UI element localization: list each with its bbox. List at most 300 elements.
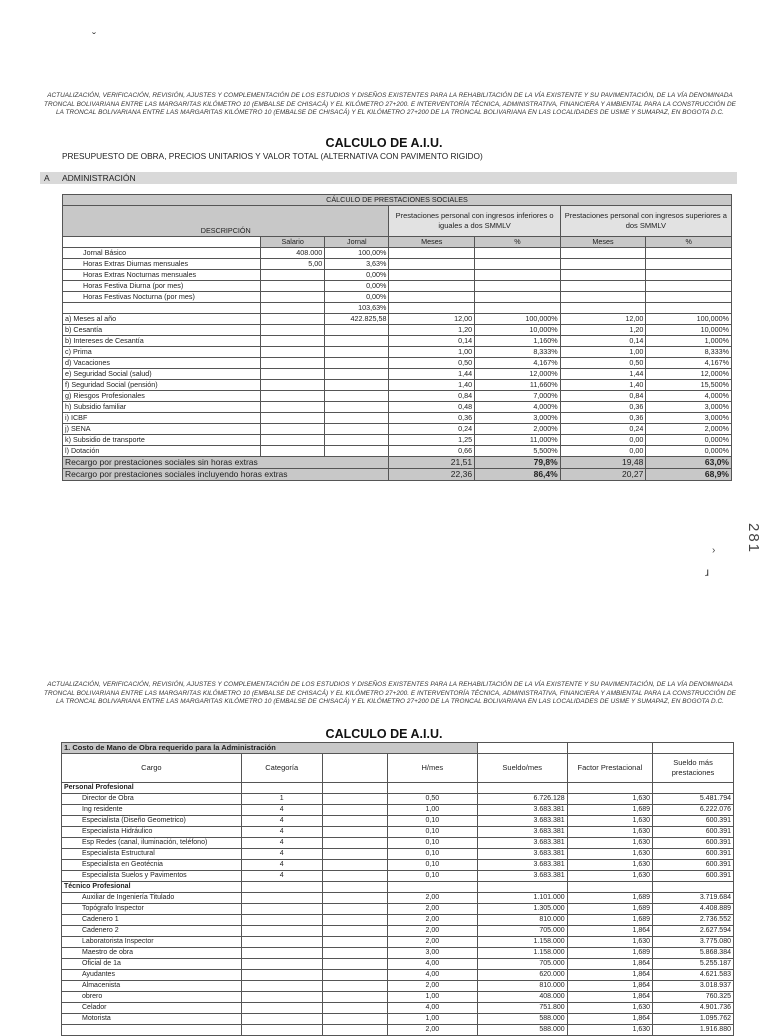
- prestacion-row: [63, 325, 732, 336]
- prestacion-row: [63, 380, 732, 391]
- cargo-value: Especialista Estructural: [62, 849, 242, 860]
- factor-value: 1,630: [567, 871, 652, 882]
- header-row: [62, 754, 734, 783]
- meses-value: 0,36: [389, 413, 475, 424]
- total-value: 2.736.552: [653, 915, 734, 926]
- table-row: [62, 981, 734, 992]
- blank-cell: [389, 248, 475, 259]
- page-title-2: CALCULO DE A.I.U.: [325, 727, 443, 741]
- meses-value: 0,36: [560, 402, 646, 413]
- page-title: CALCULO DE A.I.U.: [325, 136, 443, 150]
- factor-value: 1,630: [567, 794, 652, 805]
- hmes-value: 2,00: [387, 1025, 477, 1036]
- cargo-value: Especialista (Diseño Geometrico): [62, 816, 242, 827]
- table-row: [62, 948, 734, 959]
- factor-value: 1,689: [567, 948, 652, 959]
- categoria-value: [241, 915, 322, 926]
- blank-cell: [567, 882, 652, 893]
- sueldo-value: 588.000: [477, 1025, 567, 1036]
- jornal-value: [325, 347, 389, 358]
- caption-row: [62, 743, 734, 754]
- hmes-value: 2,00: [387, 937, 477, 948]
- pct-value: 4,167%: [646, 358, 732, 369]
- jornal-value: 0,00%: [325, 270, 389, 281]
- jornal-row: [63, 281, 732, 292]
- pct-header: %: [475, 237, 561, 248]
- hmes-value: 4,00: [387, 970, 477, 981]
- row-label: f) Seguridad Social (pensión): [63, 380, 261, 391]
- blank-cell: [475, 303, 561, 314]
- jornal-header: Jornal: [325, 237, 389, 248]
- table-row: [62, 838, 734, 849]
- cargo-value: [62, 1025, 242, 1036]
- descripcion-header: DESCRIPCIÓN: [63, 206, 389, 237]
- factor-value: 1,689: [567, 915, 652, 926]
- pct-value: 11,660%: [475, 380, 561, 391]
- blank-cell: [261, 391, 325, 402]
- table-caption: 1. Costo de Mano de Obra requerido para la Administración: [62, 743, 478, 754]
- pct-value: 4,167%: [475, 358, 561, 369]
- blank-cell: [477, 743, 567, 754]
- blank-cell: [389, 281, 475, 292]
- pct-value: 3,000%: [646, 402, 732, 413]
- mano-obra-table: [61, 742, 734, 1036]
- blank-cell: [261, 336, 325, 347]
- pen-mark: ɹ: [705, 565, 709, 579]
- section-header: [40, 172, 737, 184]
- stamp-number: 281: [745, 522, 763, 555]
- sueldo-value: 810.000: [477, 981, 567, 992]
- total-value: 600.391: [653, 849, 734, 860]
- jornal-value: [325, 358, 389, 369]
- prestacion-row: [63, 369, 732, 380]
- factor-value: 1,689: [567, 805, 652, 816]
- jornal-value: 422.825,58: [325, 314, 389, 325]
- categoria-value: 4: [241, 816, 322, 827]
- total-meses: 21,51: [389, 457, 475, 469]
- hmes-value: 0,10: [387, 827, 477, 838]
- section-letter: A: [44, 173, 50, 183]
- hmes-value: 3,00: [387, 948, 477, 959]
- sueldo-value: 620.000: [477, 970, 567, 981]
- jornal-value: [325, 325, 389, 336]
- row-label: [63, 303, 261, 314]
- prestacion-row: [63, 358, 732, 369]
- cargo-value: obrero: [62, 992, 242, 1003]
- blank-cell: [653, 783, 734, 794]
- categoria-value: [241, 937, 322, 948]
- total-row: [63, 469, 732, 481]
- jornal-value: [325, 391, 389, 402]
- total-value: 760.325: [653, 992, 734, 1003]
- sueldo-value: 3.683.381: [477, 849, 567, 860]
- pct-value: 12,000%: [475, 369, 561, 380]
- pct-value: 100,000%: [475, 314, 561, 325]
- blank-cell: [389, 259, 475, 270]
- cargo-value: Auxiliar de Ingeniería Titulado: [62, 893, 242, 904]
- blank-cell: [389, 292, 475, 303]
- meses-value: 1,44: [389, 369, 475, 380]
- prestacion-row: [63, 402, 732, 413]
- total-header: Sueldo más prestaciones: [653, 754, 734, 783]
- meses-value: 1,20: [560, 325, 646, 336]
- blank-cell: [322, 838, 387, 849]
- row-label: Horas Festivas Nocturna (por mes): [63, 292, 261, 303]
- factor-value: 1,630: [567, 860, 652, 871]
- prestacion-row: [63, 413, 732, 424]
- jornal-value: [325, 369, 389, 380]
- total-value: 4.408.889: [653, 904, 734, 915]
- blank-cell: [322, 860, 387, 871]
- total-value: 1.916.880: [653, 1025, 734, 1036]
- section-name: ADMINISTRACIÓN: [62, 173, 136, 183]
- factor-value: 1,630: [567, 1003, 652, 1014]
- blank-cell: [646, 292, 732, 303]
- row-label: e) Seguridad Social (salud): [63, 369, 261, 380]
- cargo-value: Especialista Hidráulico: [62, 827, 242, 838]
- meses-value: 0,24: [389, 424, 475, 435]
- hmes-value: 1,00: [387, 805, 477, 816]
- meses-value: 0,84: [560, 391, 646, 402]
- total-pct: 68,9%: [646, 469, 732, 481]
- blank-cell: [477, 882, 567, 893]
- subheader-row: [63, 237, 732, 248]
- pct-value: 1,160%: [475, 336, 561, 347]
- blank-cell: [241, 882, 322, 893]
- pct-value: 2,000%: [475, 424, 561, 435]
- table-row: [62, 915, 734, 926]
- hmes-value: 0,10: [387, 816, 477, 827]
- salario-value: 5,00: [261, 259, 325, 270]
- categoria-value: 1: [241, 794, 322, 805]
- cargo-value: Motorista: [62, 1014, 242, 1025]
- sueldo-value: 705.000: [477, 926, 567, 937]
- hmes-value: 0,50: [387, 794, 477, 805]
- pct-value: 2,000%: [646, 424, 732, 435]
- sueldo-value: 408.000: [477, 992, 567, 1003]
- table-row: [62, 893, 734, 904]
- blank-cell: [322, 981, 387, 992]
- blank-cell: [63, 237, 261, 248]
- meses-value: 1,00: [560, 347, 646, 358]
- row-label: c) Prima: [63, 347, 261, 358]
- blank-cell: [322, 816, 387, 827]
- sueldo-value: 588.000: [477, 1014, 567, 1025]
- row-label: Horas Extras Nocturnas mensuales: [63, 270, 261, 281]
- blank-cell: [322, 1014, 387, 1025]
- meses-value: 1,40: [560, 380, 646, 391]
- row-label: b) Cesantía: [63, 325, 261, 336]
- pct-value: 1,000%: [646, 336, 732, 347]
- pct-value: 3,000%: [646, 413, 732, 424]
- blank-cell: [475, 259, 561, 270]
- total-row: [63, 457, 732, 469]
- blank-cell: [560, 281, 646, 292]
- jornal-row: [63, 259, 732, 270]
- row-label: j) SENA: [63, 424, 261, 435]
- cargo-header: Cargo: [62, 754, 242, 783]
- blank-cell: [653, 882, 734, 893]
- sueldo-value: 3.683.381: [477, 805, 567, 816]
- cargo-value: Ing residente: [62, 805, 242, 816]
- meses-value: 0,00: [560, 446, 646, 457]
- total-value: 600.391: [653, 860, 734, 871]
- table-row: [62, 1025, 734, 1036]
- blank-cell: [322, 893, 387, 904]
- total-value: 5.255.187: [653, 959, 734, 970]
- table-caption: CÁLCULO DE PRESTACIONES SOCIALES: [63, 195, 732, 206]
- salario-header: Salario: [261, 237, 325, 248]
- sueldo-value: 810.000: [477, 915, 567, 926]
- pct-value: 0,000%: [646, 446, 732, 457]
- cargo-value: Laboratorista Inspector: [62, 937, 242, 948]
- meses-value: 1,25: [389, 435, 475, 446]
- jornal-value: [325, 402, 389, 413]
- prestaciones-table: [62, 194, 732, 481]
- sueldo-value: 1.101.000: [477, 893, 567, 904]
- table-row: [62, 959, 734, 970]
- group-row: [62, 882, 734, 893]
- categoria-value: [241, 970, 322, 981]
- blank-cell: [322, 849, 387, 860]
- header-row: [63, 206, 732, 237]
- total-pct: 79,8%: [475, 457, 561, 469]
- factor-header: Factor Prestacional: [567, 754, 652, 783]
- total-value: 3.775.080: [653, 937, 734, 948]
- hmes-value: 0,10: [387, 871, 477, 882]
- blank-cell: [646, 259, 732, 270]
- jornal-value: [325, 424, 389, 435]
- prestacion-row: [63, 446, 732, 457]
- row-label: a) Meses al año: [63, 314, 261, 325]
- project-header: ACTUALIZACIÓN, VERIFICACIÓN, REVISIÓN, AJUSTES Y COMPLEMENTACIÓN DE LOS ESTUDIOS Y DISEÑOS EXISTENTES PARA LA REHABILITACIÓN DE LA VÍA EXISTENTE Y SU PAVIMENTACIÓN, DE LA VÍA DENOMINADA TRONCAL BOLIVARIANA ENTRE LAS MARGARITAS KILÓMETRO 10 (EMBALSE DE CHISACÁ) Y EL KILÓMETRO 27+200. E INTERVENTORÍA TÉCNICA, ADMINISTRATIVA, FINANCIERA Y AMBIENTAL PARA LA CONSTRUCCIÓN DE LA TRONCAL BOLIVARIANA ENTRE LAS MARGARITAS KILÓMETRO 10 (EMBALSE DE CHISACÁ) Y EL KILÓMETRO 27+200 DE LA TRONCAL BOLIVARIANA EN LAS LOCALIDADES DE USME Y SUMAPAZ, EN BOGOTA D.C.: [44, 92, 736, 116]
- meses-value: 0,24: [560, 424, 646, 435]
- categoria-value: 4: [241, 849, 322, 860]
- blank-cell: [261, 369, 325, 380]
- cargo-value: Cadenero 2: [62, 926, 242, 937]
- categoria-value: [241, 1025, 322, 1036]
- row-label: h) Subsidio familiar: [63, 402, 261, 413]
- blank-cell: [322, 882, 387, 893]
- categoria-value: 4: [241, 871, 322, 882]
- sueldo-value: 3.683.381: [477, 871, 567, 882]
- cargo-value: Esp Redes (canal, iluminación, teléfono): [62, 838, 242, 849]
- cargo-value: Ayudantes: [62, 970, 242, 981]
- categoria-value: 4: [241, 827, 322, 838]
- blank-cell: [567, 743, 652, 754]
- meses-value: 0,36: [560, 413, 646, 424]
- jornal-value: [325, 336, 389, 347]
- factor-value: 1,630: [567, 1025, 652, 1036]
- jornal-value: 100,00%: [325, 248, 389, 259]
- meses-value: 0,50: [389, 358, 475, 369]
- meses-value: 0,14: [389, 336, 475, 347]
- group-label: Personal Profesional: [62, 783, 242, 794]
- table-row: [62, 926, 734, 937]
- jornal-value: [325, 413, 389, 424]
- blank-cell: [261, 435, 325, 446]
- blank-cell: [646, 303, 732, 314]
- total-value: 3.018.937: [653, 981, 734, 992]
- pct-value: 4,000%: [475, 402, 561, 413]
- total-value: 4.901.736: [653, 1003, 734, 1014]
- sueldo-header: Sueldo/mes: [477, 754, 567, 783]
- row-label: Horas Festiva Diurna (por mes): [63, 281, 261, 292]
- row-label: d) Vacaciones: [63, 358, 261, 369]
- page-subtitle: PRESUPUESTO DE OBRA, PRECIOS UNITARIOS Y VALOR TOTAL (ALTERNATIVA CON PAVIMENTO RIGIDO): [62, 151, 483, 161]
- prestacion-row: [63, 435, 732, 446]
- hmes-value: 4,00: [387, 959, 477, 970]
- categoria-header: Categoría: [241, 754, 322, 783]
- blank-cell: [261, 446, 325, 457]
- factor-value: 1,630: [567, 849, 652, 860]
- meses-value: 1,40: [389, 380, 475, 391]
- total-label: Recargo por prestaciones sociales incluyendo horas extras: [63, 469, 389, 481]
- blank-cell: [475, 248, 561, 259]
- meses-value: 0,48: [389, 402, 475, 413]
- factor-value: 1,864: [567, 981, 652, 992]
- categoria-value: [241, 992, 322, 1003]
- blank-cell: [322, 794, 387, 805]
- sueldo-value: 705.000: [477, 959, 567, 970]
- hmes-value: 2,00: [387, 926, 477, 937]
- pen-mark: ›: [712, 545, 716, 556]
- group-header-inferiores: Prestaciones personal con ingresos inferiores o iguales a dos SMMLV: [389, 206, 560, 237]
- table-row: [62, 970, 734, 981]
- jornal-value: [325, 380, 389, 391]
- factor-value: 1,630: [567, 816, 652, 827]
- table-row: [62, 816, 734, 827]
- total-value: 5.868.384: [653, 948, 734, 959]
- total-label: Recargo por prestaciones sociales sin horas extras: [63, 457, 389, 469]
- pct-value: 3,000%: [475, 413, 561, 424]
- categoria-value: [241, 1014, 322, 1025]
- pct-value: 0,000%: [646, 435, 732, 446]
- table-row: [62, 904, 734, 915]
- categoria-value: [241, 893, 322, 904]
- blank-cell: [261, 325, 325, 336]
- meses-value: 1,20: [389, 325, 475, 336]
- blank-cell: [389, 270, 475, 281]
- total-value: 4.621.583: [653, 970, 734, 981]
- row-label: k) Subsidio de transporte: [63, 435, 261, 446]
- jornal-row: [63, 248, 732, 259]
- sueldo-value: 751.800: [477, 1003, 567, 1014]
- total-value: 600.391: [653, 838, 734, 849]
- table-row: [62, 849, 734, 860]
- pct-value: 10,000%: [646, 325, 732, 336]
- sueldo-value: 1.305.000: [477, 904, 567, 915]
- factor-value: 1,864: [567, 926, 652, 937]
- blank-cell: [560, 292, 646, 303]
- jornal-row: [63, 270, 732, 281]
- jornal-value: 0,00%: [325, 292, 389, 303]
- sueldo-value: 3.683.381: [477, 838, 567, 849]
- blank-cell: [646, 281, 732, 292]
- cargo-value: Especialista en Geotécnia: [62, 860, 242, 871]
- meses-value: 0,14: [560, 336, 646, 347]
- blank-cell: [322, 915, 387, 926]
- total-meses: 20,27: [560, 469, 646, 481]
- jornal-value: [325, 435, 389, 446]
- meses-value: 1,44: [560, 369, 646, 380]
- blank-cell: [322, 948, 387, 959]
- meses-value: 0,00: [560, 435, 646, 446]
- blank-cell: [322, 805, 387, 816]
- jornal-value: 0,00%: [325, 281, 389, 292]
- factor-value: 1,864: [567, 959, 652, 970]
- row-label: Horas Extras Diurnas mensuales: [63, 259, 261, 270]
- row-label: g) Riesgos Profesionales: [63, 391, 261, 402]
- hmes-value: 2,00: [387, 981, 477, 992]
- total-value: 6.222.076: [653, 805, 734, 816]
- table-row: [62, 1003, 734, 1014]
- meses-value: 12,00: [560, 314, 646, 325]
- blank-cell: [261, 358, 325, 369]
- blank-cell: [261, 314, 325, 325]
- row-label: Jornal Básico: [63, 248, 261, 259]
- prestacion-row: [63, 347, 732, 358]
- blank-cell: [560, 259, 646, 270]
- table-row: [62, 827, 734, 838]
- pct-value: 8,333%: [475, 347, 561, 358]
- pct-value: 100,000%: [646, 314, 732, 325]
- blank-cell: [387, 783, 477, 794]
- table-row: [62, 860, 734, 871]
- blank-cell: [322, 959, 387, 970]
- table-row: [62, 794, 734, 805]
- factor-value: 1,630: [567, 838, 652, 849]
- hmes-value: 2,00: [387, 904, 477, 915]
- jornal-row: [63, 292, 732, 303]
- meses-header: Meses: [389, 237, 475, 248]
- blank-cell: [322, 992, 387, 1003]
- hmes-value: 0,10: [387, 838, 477, 849]
- group-header-superiores: Prestaciones personal con ingresos superiores a dos SMMLV: [560, 206, 731, 237]
- pen-mark: ˇ: [92, 30, 96, 44]
- prestacion-row: [63, 336, 732, 347]
- hmes-header: H/mes: [387, 754, 477, 783]
- total-meses: 22,36: [389, 469, 475, 481]
- cargo-value: Cadenero 1: [62, 915, 242, 926]
- hmes-value: 2,00: [387, 893, 477, 904]
- table-row: [62, 871, 734, 882]
- salario-value: 408.000: [261, 248, 325, 259]
- cargo-value: Especialista Suelos y Pavimentos: [62, 871, 242, 882]
- caption-row: [63, 195, 732, 206]
- blank-cell: [567, 783, 652, 794]
- total-meses: 19,48: [560, 457, 646, 469]
- factor-value: 1,864: [567, 992, 652, 1003]
- blank-cell: [261, 413, 325, 424]
- blank-cell: [241, 783, 322, 794]
- blank-cell: [322, 827, 387, 838]
- meses-value: 12,00: [389, 314, 475, 325]
- blank-cell: [475, 270, 561, 281]
- pct-value: 12,000%: [646, 369, 732, 380]
- blank-cell: [389, 303, 475, 314]
- total-value: 600.391: [653, 827, 734, 838]
- salario-value: [261, 270, 325, 281]
- salario-value: [261, 303, 325, 314]
- sueldo-value: 6.726.128: [477, 794, 567, 805]
- table-row: [62, 937, 734, 948]
- pct-value: 8,333%: [646, 347, 732, 358]
- jornal-row: [63, 303, 732, 314]
- meses-header: Meses: [560, 237, 646, 248]
- row-label: b) Intereses de Cesantía: [63, 336, 261, 347]
- cargo-value: Maestro de obra: [62, 948, 242, 959]
